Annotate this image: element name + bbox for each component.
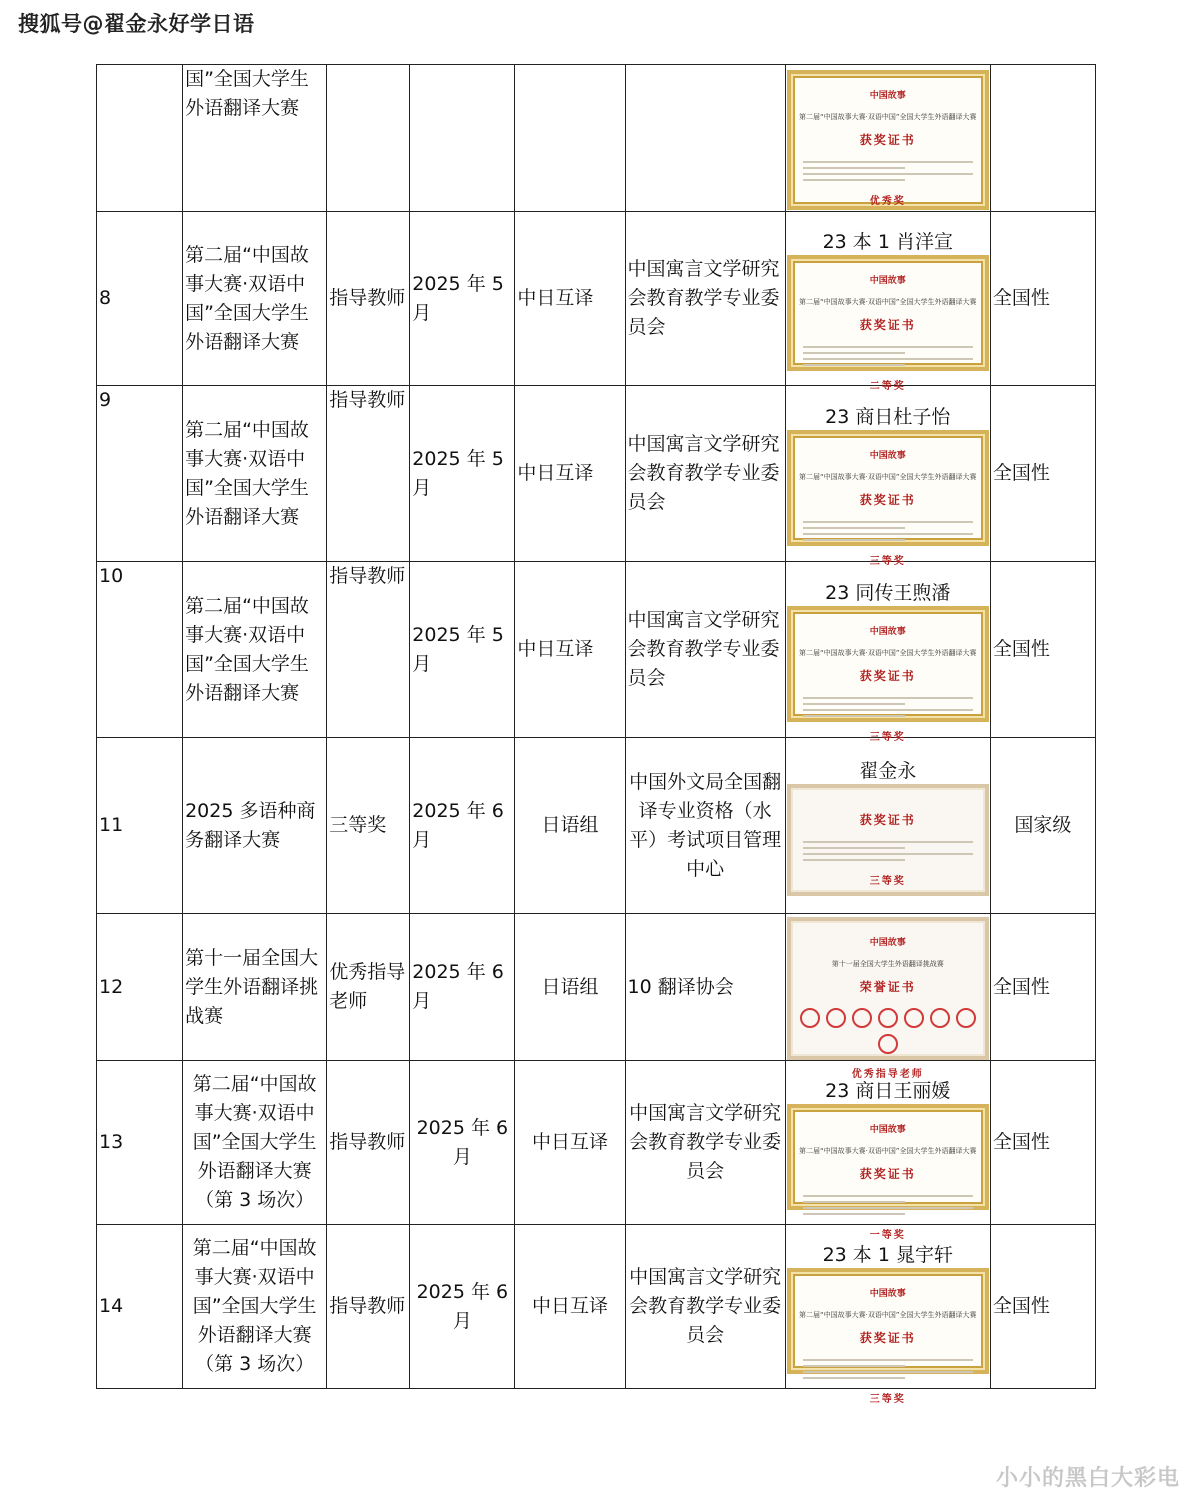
certificate-heading: 获奖证书	[859, 317, 916, 332]
award-role: 指导教师	[327, 212, 410, 386]
certificate-heading: 获奖证书	[859, 492, 916, 507]
certificate-heading: 获奖证书	[859, 668, 916, 683]
seal-icon	[878, 1008, 898, 1028]
award-category	[515, 65, 625, 212]
seal-icon	[852, 1008, 872, 1028]
certificate-heading: 荣誉证书	[859, 980, 916, 994]
certificate-logo: 中国故事	[869, 90, 906, 101]
certificate-prize: 三等奖	[869, 731, 906, 743]
table-row	[97, 738, 1096, 914]
certificate-cell	[785, 738, 990, 914]
award-category: 中日互译	[515, 1061, 625, 1225]
certificate-caption: 23 商日王丽媛	[825, 1079, 951, 1102]
certificate-heading: 获奖证书	[859, 1166, 916, 1181]
award-date	[410, 65, 515, 212]
award-level: 全国性	[990, 1061, 1095, 1225]
certificate-prize: 优秀奖	[869, 195, 906, 207]
award-role: 指导教师	[327, 1225, 410, 1389]
award-date: 2025 年 5 月	[410, 386, 515, 562]
seal-icon	[904, 1008, 924, 1028]
certificate-image	[787, 1104, 989, 1241]
certificate-image	[787, 1268, 989, 1405]
certificate-heading: 获奖证书	[859, 1330, 916, 1345]
award-date: 2025 年 5 月	[410, 562, 515, 738]
seal-icon	[800, 1008, 820, 1028]
award-date: 2025 年 5 月	[410, 212, 515, 386]
organizer: 中国外文局全国翻译专业资格（水平）考试项目管理中心	[625, 738, 785, 914]
sohu-watermark: 搜狐号@翟金永好学日语	[18, 12, 255, 36]
certificate-logo: 中国故事	[869, 626, 906, 637]
row-number: 13	[97, 1061, 183, 1225]
certificate-prize: 三等奖	[869, 1393, 906, 1405]
certificate-cell	[785, 562, 990, 743]
certificate-logo: 中国故事	[869, 275, 906, 286]
organizer: 10 翻译协会	[625, 914, 785, 1061]
certificate-caption: 翟金永	[859, 759, 917, 782]
award-role	[327, 65, 410, 212]
certificate-cell	[785, 914, 990, 1080]
organizer: 中国寓言文学研究会教育教学专业委员会	[625, 386, 785, 562]
certificate-prize: 二等奖	[869, 380, 906, 392]
certificate-title: 第二届“中国故事大赛·双语中国”全国大学生外语翻译大赛	[799, 112, 977, 121]
certificate-heading: 获奖证书	[859, 812, 916, 827]
certificate-title: 第二届“中国故事大赛·双语中国”全国大学生外语翻译大赛	[799, 1146, 977, 1155]
seal-icon	[930, 1008, 950, 1028]
certificate-prize: 优秀指导老师	[851, 1069, 924, 1080]
award-level: 全国性	[990, 386, 1095, 562]
certificate-logo: 中国故事	[869, 450, 906, 461]
certificate-cell	[785, 386, 990, 567]
certificate-prize: 一等奖	[869, 1229, 906, 1241]
organizer	[625, 65, 785, 212]
certificate-text-lines	[803, 521, 973, 541]
award-level: 全国性	[990, 1225, 1095, 1389]
award-role: 优秀指导老师	[327, 914, 410, 1061]
row-number	[97, 65, 183, 212]
certificate-prize: 三等奖	[869, 875, 906, 887]
organizer: 中国寓言文学研究会教育教学专业委员会	[625, 1061, 785, 1225]
certificate-logo: 中国故事	[869, 938, 906, 948]
certificate-text-lines	[803, 346, 973, 366]
award-level: 全国性	[990, 914, 1095, 1061]
award-category: 中日互译	[515, 212, 625, 386]
certificate-text-lines	[803, 161, 973, 181]
certificate-cell	[785, 65, 990, 212]
organizer: 中国寓言文学研究会教育教学专业委员会	[625, 212, 785, 386]
awards-table	[96, 64, 1096, 1405]
award-role: 指导教师	[327, 562, 410, 738]
certificate-image	[787, 430, 989, 567]
certificate-logo: 中国故事	[869, 1288, 906, 1299]
certificate-title: 第二届“中国故事大赛·双语中国”全国大学生外语翻译大赛	[799, 472, 977, 481]
certificate-heading: 获奖证书	[859, 132, 916, 147]
certificate-text-lines	[803, 697, 973, 717]
certificate-caption: 23 同传王煦潘	[825, 581, 951, 604]
certificate-caption: 23 本 1 晁宇轩	[822, 1243, 953, 1266]
competition-name: 第二届“中国故事大赛·双语中国”全国大学生外语翻译大赛	[183, 386, 327, 562]
certificate-cell	[785, 212, 990, 392]
certificate-caption: 23 本 1 肖洋宣	[822, 230, 953, 253]
competition-name: 第二届“中国故事大赛·双语中国”全国大学生外语翻译大赛	[183, 212, 327, 386]
award-date: 2025 年 6 月	[410, 914, 515, 1061]
seal-icon	[956, 1008, 976, 1028]
certificate-image	[787, 70, 989, 210]
certificate-caption: 23 商日杜子怡	[825, 405, 951, 428]
certificate-image	[787, 784, 989, 896]
certificate-image	[787, 606, 989, 743]
award-category: 中日互译	[515, 562, 625, 738]
award-level: 国家级	[990, 738, 1095, 914]
row-number: 8	[97, 212, 183, 386]
organizer: 中国寓言文学研究会教育教学专业委员会	[625, 1225, 785, 1389]
certificate-title: 第二届“中国故事大赛·双语中国”全国大学生外语翻译大赛	[799, 1310, 977, 1319]
bilibili-watermark: 小小的黑白大彩电	[995, 1466, 1180, 1491]
table-row	[97, 914, 1096, 1061]
competition-name: 2025 多语种商务翻译大赛	[183, 738, 327, 914]
table-row	[97, 562, 1096, 738]
award-role: 三等奖	[327, 738, 410, 914]
competition-name: 第二届“中国故事大赛·双语中国”全国大学生外语翻译大赛	[183, 562, 327, 738]
certificate-title: 第二届“中国故事大赛·双语中国”全国大学生外语翻译大赛	[799, 648, 977, 657]
seal-icon	[878, 1034, 898, 1054]
certificate-image	[787, 917, 989, 1080]
table-row	[97, 65, 1096, 212]
award-role: 指导教师	[327, 1061, 410, 1225]
certificate-seals	[791, 1008, 985, 1054]
certificate-title: 第十一届全国大学生外语翻译挑战赛	[831, 960, 944, 968]
organizer: 中国寓言文学研究会教育教学专业委员会	[625, 562, 785, 738]
award-date: 2025 年 6 月	[410, 738, 515, 914]
certificate-text-lines	[803, 841, 973, 861]
table-row	[97, 386, 1096, 562]
award-date: 2025 年 6 月	[410, 1225, 515, 1389]
award-category: 中日互译	[515, 1225, 625, 1389]
award-date: 2025 年 6 月	[410, 1061, 515, 1225]
competition-name: 国”全国大学生外语翻译大赛	[183, 65, 327, 212]
award-category: 日语组	[515, 738, 625, 914]
certificate-text-lines	[803, 1195, 973, 1215]
competition-name: 第二届“中国故事大赛·双语中国”全国大学生外语翻译大赛（第 3 场次）	[183, 1225, 327, 1389]
award-level	[990, 65, 1095, 212]
certificate-image	[787, 255, 989, 392]
row-number: 14	[97, 1225, 183, 1389]
award-level: 全国性	[990, 212, 1095, 386]
competition-name: 第十一届全国大学生外语翻译挑战赛	[183, 914, 327, 1061]
row-number: 11	[97, 738, 183, 914]
certificate-title: 第二届“中国故事大赛·双语中国”全国大学生外语翻译大赛	[799, 297, 977, 306]
seal-icon	[826, 1008, 846, 1028]
competition-name: 第二届“中国故事大赛·双语中国”全国大学生外语翻译大赛（第 3 场次）	[183, 1061, 327, 1225]
row-number: 10	[97, 562, 183, 738]
award-role: 指导教师	[327, 386, 410, 562]
row-number: 9	[97, 386, 183, 562]
certificate-logo: 中国故事	[869, 1124, 906, 1135]
award-category: 中日互译	[515, 386, 625, 562]
certificate-prize: 三等奖	[869, 555, 906, 567]
award-level: 全国性	[990, 562, 1095, 738]
table-row	[97, 212, 1096, 386]
certificate-text-lines	[803, 1359, 973, 1379]
row-number: 12	[97, 914, 183, 1061]
award-category: 日语组	[515, 914, 625, 1061]
